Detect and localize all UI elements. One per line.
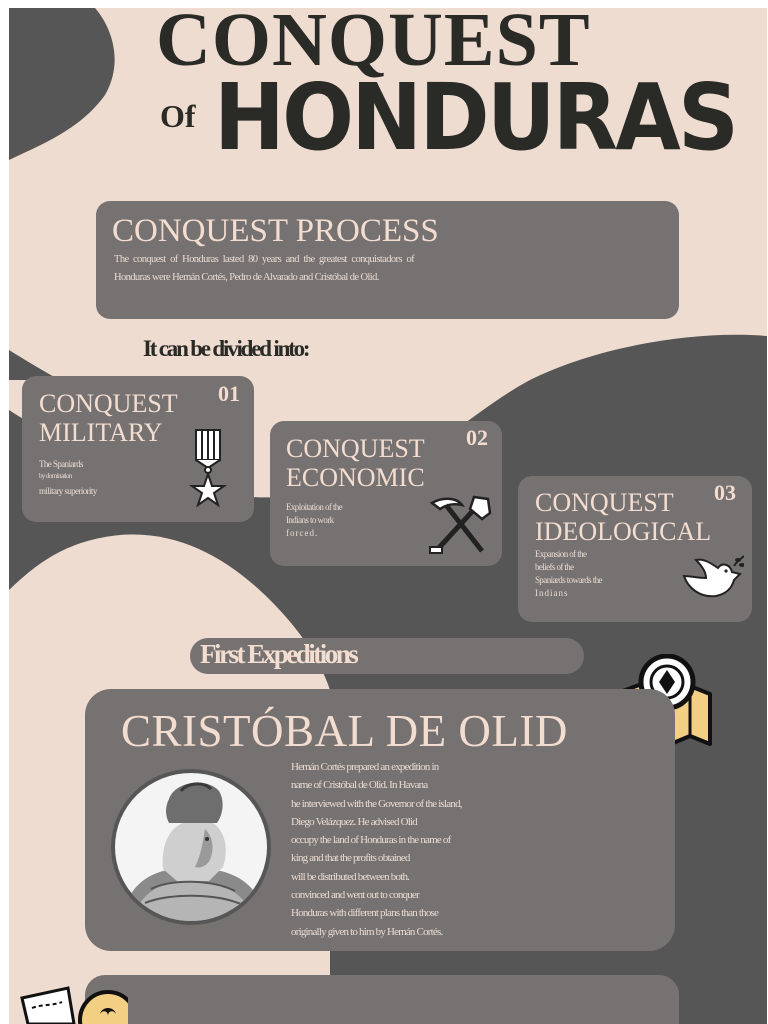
military-text	[39, 458, 159, 498]
dove-icon	[678, 554, 744, 604]
olid-text-line: Diego Velázquez. He advised Olid	[291, 815, 418, 828]
olid-title: CRISTÓBAL DE OLID	[121, 706, 568, 756]
ideological-title-line1: CONQUEST	[535, 488, 674, 517]
ideological-text-line4: Indians	[535, 588, 569, 598]
ideological-title	[535, 488, 711, 546]
military-title	[39, 389, 178, 447]
card-number-01: 01	[218, 381, 240, 406]
economic-title	[286, 434, 425, 492]
olid-text-line: name of Cristóbal de Olid. In Havana	[291, 779, 428, 792]
title-of: Of	[160, 98, 196, 134]
military-text-line2: by domination	[39, 472, 72, 480]
olid-text-line: king and that the profits obtained	[291, 852, 410, 865]
conquest-process-title: CONQUEST PROCESS	[112, 213, 439, 249]
military-conquest-card	[22, 376, 254, 522]
ideological-text	[535, 548, 655, 600]
military-text-line1: The Spaniards	[39, 459, 83, 469]
medal-icon	[188, 428, 228, 508]
economic-text-line2: Indians to work	[286, 515, 334, 525]
economic-text	[286, 501, 406, 540]
ideological-text-line2: beliefs of the	[535, 562, 574, 572]
military-text-line3: military superiority	[39, 486, 97, 496]
military-title-line2: MILITARY	[39, 418, 163, 447]
economic-conquest-card	[270, 421, 502, 566]
title-conquest: CONQUEST	[156, 0, 591, 82]
olid-text-line: will be distributed between both.	[291, 870, 410, 883]
economic-title-line2: ECONOMIC	[286, 463, 425, 492]
ideological-text-line3: Spaniards towards the	[535, 575, 602, 585]
economic-text-line1: Exploitation of the	[286, 502, 343, 512]
title-honduras: HONDURAS	[214, 64, 737, 171]
cristobal-de-olid-card	[85, 689, 675, 951]
olid-text-line: he interviewed with the Governor of the island,	[291, 797, 462, 810]
economic-text-line3: forced.	[286, 528, 319, 538]
olid-text-line: Honduras with different plans than those	[291, 907, 439, 920]
ideological-text-line1: Expansion of the	[535, 549, 587, 559]
conquest-process-text: The conquest of Honduras lasted 80 years and the greatest conquistadors of Honduras were Hernán Cortés, Pedro de Alvarado and Cristóbal de Olid.	[114, 254, 414, 283]
olid-text-line: occupy the land of Honduras in the name of	[291, 834, 451, 847]
ideological-conquest-card	[518, 476, 752, 622]
scroll-icon	[18, 984, 128, 1024]
ideological-title-line2: IDEOLOGICAL	[535, 517, 712, 546]
first-expeditions-label: First Expeditions	[200, 639, 357, 669]
olid-portrait	[111, 769, 271, 925]
card-number-03: 03	[714, 480, 736, 505]
divided-into-label: It can be divided into:	[143, 336, 309, 361]
card-number-02: 02	[466, 425, 488, 450]
next-section-card	[85, 975, 679, 1024]
pickaxe-shovel-icon	[422, 495, 494, 557]
olid-text-line: Hernán Cortés prepared an expedition in	[291, 761, 439, 773]
olid-text-line: convinced and went out to conquer	[291, 889, 419, 902]
economic-title-line1: CONQUEST	[286, 434, 425, 463]
first-expeditions-banner	[190, 638, 584, 674]
military-title-line1: CONQUEST	[39, 389, 178, 418]
olid-text-line: originally given to him by Hernán Cortés.	[291, 925, 443, 938]
conquest-process-card	[96, 201, 679, 319]
olid-text	[291, 758, 496, 941]
